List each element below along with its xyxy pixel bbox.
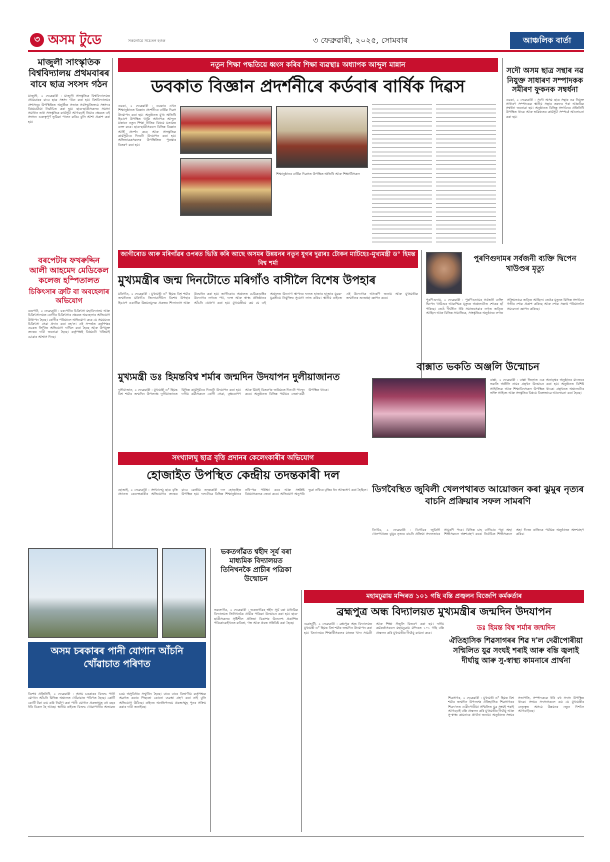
cm-birthday-title: মুখ্যমন্ত্ৰী ডঃ হিমন্তবিশ্ব শৰ্মাৰ জন্মদিন উদযাপন দুলীয়াজানত xyxy=(118,372,340,383)
martyr-title: ভকতগাঁৱত শ্বহীদ সূৰ্য বৰা মাধ্যমিক বিদ্যালয়ত তিনিখনকৈ প্ৰাচীৰ পত্ৰিকা উন্মোচন xyxy=(220,548,292,583)
obituary-body: পুৰণিগুদাম, ২ ফেব্ৰুৱাৰী : পুৰণিগুদামৰ সৰ্বজনী ব্যক্তি দ্বিপেন খাউণ্ডৰ আকস্মিক মৃত্যুত অঞ্চলটোত শোকৰ ছাঁ পৰিছে। তেওঁ দীৰ্ঘদিন ধৰি সমাজসেৱাৰ লগত জড়িত আছিল আৰু বিভিন্ন সামাজিক, সাংস্কৃতিক অনুষ্ঠানৰ লগত সক্ৰিয়ভাৱে জড়িত আছিল। তেওঁৰ মৃত্যুত বিভিন্ন সংগঠনে গভীৰ শোক প্ৰকাশ কৰিছে আৰু শোক সন্তপ্ত পৰিয়াললৈ সমবেদনা জ্ঞাপন কৰিছে। xyxy=(426,298,584,315)
column-divider xyxy=(210,548,211,832)
bhakti-photo xyxy=(372,378,486,438)
masthead xyxy=(28,30,584,52)
top-story-photo-2 xyxy=(180,158,272,216)
page-number: ৩ xyxy=(30,33,44,47)
cbi-title: হোজাইত উপস্থিত কেন্দ্ৰীয় তদন্তকাৰী দল xyxy=(146,468,340,482)
cm-story-headline: মুখ্যমন্ত্ৰীৰ জন্ম দিনটোতে মৰিগাঁও বাসীলৈ বিশেষ উপহাৰ xyxy=(118,273,376,287)
water-title: অসম চৰকাৰৰ পানী যোগান আঁচনি খোঁৱাচাত পৰিণত xyxy=(50,646,184,670)
left-column xyxy=(28,58,110,588)
masthead-date: ৩ ফেব্ৰুৱাৰী, ২০২৫, সোমবাৰ xyxy=(313,36,408,45)
article-majuli-title: মাজুলী সাংস্কৃতিক বিশ্ববিদ্যালয় প্ৰথমবাৰৰ বাবে ছাত্ৰ সংসদ গঠন xyxy=(28,58,110,90)
masthead-logo: অসম টুডে xyxy=(48,33,102,48)
water-photo xyxy=(28,548,158,638)
obituary-title: পুৰণিগুদামৰ সৰ্বজনী ব্যক্তি দ্বিপেন খাউণ্ডৰ মৃত্যু xyxy=(473,254,577,273)
water-photo-2 xyxy=(162,548,206,638)
article-barpeta-body: বৰপেটা, ২ ফেব্ৰুৱাৰী : বৰপেটাৰ চিকিৎসা মহাবিদ্যালয় আৰু চিকিৎসালয়ত ৰোগীৰ চিকিৎসাৰ ক্ষেত্ৰত অবহেলাৰ অভিযোগ উত্থাপন হৈছে। ৰোগীৰ পৰিয়ালে অভিযোগ কৰে যে সময়মতে চিকিৎসা সেৱা প্ৰদান কৰা নহ'ল। এই সন্দৰ্ভত কৰ্তৃপক্ষৰ ওচৰত লিখিত অভিযোগ দাখিল কৰা হৈছে আৰু উপযুক্ত তদন্তৰ দাবী জনোৱা হৈছে। কৰ্তৃপক্ষই বিষয়টো খতিয়াই চোৱাৰ আশ্বাস দিছে। xyxy=(28,309,110,339)
right-top-story xyxy=(506,66,584,242)
bhakti-title: বাক্সাত ভকতি অঞ্জলি উন্মোচন xyxy=(416,362,540,373)
prayer-title: ঐতিহাসিক শিৱসাগৰৰ শিৱ দ'ল দেৱীপোৰীয়া সন্মিলিত যুৱ সংঘই শৰাই আৰু বন্তি জ্বলাই দীৰ্ঘায়ু আৰু সু-স্বাস্থ্য কামনাৰে প্ৰাৰ্থনা xyxy=(449,636,583,665)
blind-body: গুৱাহাটী, ২ ফেব্ৰুৱাৰী : ব্ৰহ্মপুত্ৰ অন্ধ বিদ্যালয়ত মুখ্যমন্ত্ৰী ড° হিমন্ত বিশ্ব শৰ্মাৰ জন্মদিন উদযাপন কৰা হয়। বিদ্যালয়ৰ শিক্ষাৰ্থীসকলৰ মাজত খাদ্য সামগ্ৰী আৰু শিক্ষা সঁজুলি বিতৰণ কৰা হয়। দলীয় কৰ্মকৰ্তাসকলে মহামঢ়ুৱায় মন্দিৰত ১০১ গছি বন্তি প্ৰজ্বলন কৰি মুখ্যমন্ত্ৰীৰ দীৰ্ঘায়ু কামনা কৰে। xyxy=(304,622,444,635)
water-body: বিশেষ প্ৰতিনিধি, ২ ফেব্ৰুৱাৰী : অসম চৰকাৰৰ বিশুদ্ধ পানী যোগান আঁচনি বিভিন্ন অঞ্চলত খোঁৱাচাত পৰিণত হৈছে। কোটি কোটি টকা ব্যয় কৰি নিৰ্মাণ কৰা পানী যোগান প্ৰকল্পসমূহ বহু বছৰ ধৰি বিকল হৈ আছে। স্থানীয় ৰাইজে বিশুদ্ধ খোৱাপানীৰ অভাৱত চৰম অসুবিধাৰ সন্মুখীন হৈছে। বাৰে বাৰে বিভাগীয় কৰ্তৃপক্ষক অৱগত কৰাৰ পিছতো কোনো ব্যৱস্থা গ্ৰহণ কৰা নাই বুলি অভিযোগ উঠিছে। ৰাইজে অনতিপলমে প্ৰকল্পসমূহ পুনৰ সক্ৰিয় কৰাৰ দাবী জনাইছে। xyxy=(28,692,206,709)
article-majuli-body: মাজুলী, ২ ফেব্ৰুৱাৰী : মাজুলী সাংস্কৃতিক বিশ্ববিদ্যালয়ত প্ৰথমবাৰৰ বাবে ছাত্ৰ সংসদ গঠন কৰা হয়। বিশ্ববিদ্যালয়ৰ প্ৰশাসনৰ উপস্থিতিত অনুষ্ঠিত সভাত সৰ্বসন্মতিক্ৰমে সংসদৰ বিষয়ববীয়া নিৰ্বাচিত কৰা হয়। ছাত্ৰ-ছাত্ৰীসকলৰ সমস্যা সমাধান তথা সাংস্কৃতিক কাৰ্যসূচী আগবঢ়াই নিয়াৰ ক্ষেত্ৰত এই সংসদে গুৰুত্বপূৰ্ণ ভূমিকা পালন কৰিব বুলি আশা প্ৰকাশ কৰা হয়। xyxy=(28,94,110,124)
cm-story-kicker: জাগীৰোড আৰু মৰিগাঁৱৰ ওপৰত ভিত্তি কৰি আছে অসমৰ উন্নয়নৰ নতুন যুগৰ দুৱাৰঃ টোকন মাটিহেঃ-মুখ্যমন্ত্ৰী ড° হিমন্ত বিশ্ব শৰ্মা xyxy=(118,250,418,268)
blind-kicker: মহামঢ়ুৱায় মন্দিৰত ১০১ গছি বন্তি প্ৰজ্বলন বিজেপি কৰ্মকৰ্তাৰ xyxy=(304,590,584,603)
cbi-body: হোজাই, ২ ফেব্ৰুৱাৰী : সংখ্যালঘু ছাত্ৰ বৃত্তি প্ৰদানত কেলেংকাৰীৰ অভিযোগৰ তদন্তৰ বাবে কেন্দ্ৰীয় তদন্তকাৰী দল হোজাইত উপস্থিত হয়। দলটোৱে বিভিন্ন শিক্ষানুষ্ঠানৰ নথি-পত্ৰ পৰীক্ষা কৰে আৰু সংশ্লিষ্ট বিষয়াসকলক জেৰা কৰে। অভিযোগ অনুসৰি ভুৱা নথিৰে বৃত্তিৰ ধন আত্মসাৎ কৰা হৈছিল। xyxy=(118,488,368,497)
cm-birthday-body: দুলীয়াজান, ২ ফেব্ৰুৱাৰী : মুখ্যমন্ত্ৰী ড° হিমন্ত বিশ্ব শৰ্মাৰ জন্মদিন উপলক্ষে দুলীয়াজানত বিভিন্ন কাৰ্যসূচীৰে দিনটো উদযাপন কৰা হয়। দলীয় কৰ্মীসকলে ৰোগী সেৱা, বৃক্ষৰোপণ আৰু মিঠাই বিতৰণৰ জৰিয়তে দিনটো পালন কৰে। অনুষ্ঠানত বিভিন্ন পৰ্যায়ৰ নেতা-কৰ্মী উপস্থিত থাকে। xyxy=(118,388,329,397)
prayer-kicker: ডঃ হিমন্ত বিশ্ব শৰ্মাৰ জন্মদিন xyxy=(476,624,556,632)
right-top-body: ডবকা, ২ ফেব্ৰুৱাৰী : সদৌ অসম ছাত্ৰ সন্থাৰ নৱ নিযুক্ত সাধাৰণ সম্পাদকক স্থানীয় সন্থাৰ তৰফৰ পৰা আন্তৰিক সম্বৰ্ধনা জনোৱা হয়। অনুষ্ঠানত বিভিন্ন সংগঠনৰ প্ৰতিনিধি উপস্থিত থাকে আৰু ভৱিষ্যতৰ কাৰ্যসূচী সম্পৰ্কে আলোচনা কৰা হয়। xyxy=(506,97,584,119)
top-story-body-col3 xyxy=(372,104,432,244)
blind-title: ব্ৰহ্মপুত্ৰ অন্ধ বিদ্যালয়ত মুখ্যমন্ত্ৰীৰ জন্মদিন উদযাপন xyxy=(336,606,552,618)
cbi-kicker: সংখ্যালঘু ছাত্ৰ বৃত্তি প্ৰদানৰ কেলেংকাৰীৰ অভিযোগ xyxy=(118,452,368,465)
top-story-photo-1 xyxy=(180,106,272,154)
column-divider xyxy=(502,58,503,244)
dance-title: ডিগবৈস্থিত জুবিলী খেলপথাৰত আয়োজন কৰা ঝুমুৰ নৃত্যৰ বাচনি প্ৰক্ৰিয়াৰ সফল সামৰণি xyxy=(372,485,584,507)
column-divider xyxy=(301,590,302,832)
top-story-photo-3 xyxy=(276,106,368,168)
obituary-photo xyxy=(426,252,462,294)
section-label: আঞ্চলিক বাৰ্তা xyxy=(510,32,584,49)
right-top-title: সদৌ অসম ছাত্ৰ সন্থাৰ নৱ নিযুক্ত সাধাৰণ সম্পাদকক সমীৰণ ফুকনক সম্বৰ্ধনা xyxy=(506,66,584,94)
top-story-headline: ডবকাত বিজ্ঞান প্ৰদৰ্শনীৰে কৰ্ডবাৰ বাৰ্ষিক দিৱস xyxy=(151,77,465,97)
bhakti-body: বাক্সা, ২ ফেব্ৰুৱাৰী : বাক্সা জিলাত এক অনাড়ম্বৰ অনুষ্ঠানৰ মাজেৰে ভকতি অঞ্জলি নামৰ গ্ৰন্থখন উন্মোচন কৰা হয়। অনুষ্ঠানত বিশিষ্ট সাহিত্যিক আৰু শিক্ষাবিদসকল উপস্থিত থাকে। গ্ৰন্থখনত অঞ্চলটোৰ ভক্তি সাহিত্য আৰু সংস্কৃতিৰ বিষয়ে বিতংভাৱে আলোচনা কৰা হৈছে। xyxy=(490,378,584,395)
masthead-title: সকলোৱে সচেতন হওক xyxy=(128,38,166,43)
cm-story-body: মৰিগাঁও, ২ ফেব্ৰুৱাৰী : মুখ্যমন্ত্ৰী ড° হিমন্ত বিশ্ব শৰ্মাৰ জন্মদিনত মৰিগাঁও জিলাবাসীলৈ বিশেষ উপহাৰ হিচাপে একাধিক উন্নয়নমূলক প্ৰকল্পৰ শিলান্যাস আৰু উদ্বোধন কৰা হয়। জাগীৰোড অঞ্চলত চেমিকণ্ডাক্টৰ উদ্যোগৰ লগতে পথ, দলং আৰু স্বাস্থ্য প্ৰতিষ্ঠানৰ আঁচনি ঘোষণা কৰা হয়। মুখ্যমন্ত্ৰীয়ে কয় যে এই অঞ্চলত উদ্যোগ স্থাপনৰ ফলত হাজাৰ হাজাৰ যুৱক-যুৱতীয়ে নিযুক্তিৰ সুযোগ লাভ কৰিব। স্থানীয় ৰাইজে এই উদ্যোগক আদৰণি জনায় আৰু মুখ্যমন্ত্ৰীক জন্মদিনৰ শুভেচ্ছা জ্ঞাপন কৰে। xyxy=(118,292,418,305)
prayer-body: শিৱসাগৰ, ২ ফেব্ৰুৱাৰী : মুখ্যমন্ত্ৰী ড° হিমন্ত বিশ্ব শৰ্মাৰ জন্মদিন উপলক্ষে ঐতিহাসিক শিৱসাগৰৰ শিৱদ'লত দেৱীপোৰীয়া সন্মিলিত যুৱ সংঘই শৰাই আগবঢ়াই বন্তি প্ৰজ্বলন কৰি মুখ্যমন্ত্ৰীৰ দীৰ্ঘায়ু আৰু সু-স্বাস্থ্য কামনাৰে প্ৰাৰ্থনা জনায়। অনুষ্ঠানত সংঘৰ সভাপতি, সম্পাদককে ধৰি বহু সদস্য উপস্থিত থাকে। সংঘৰ সদস্যসকলে কয় যে মুখ্যমন্ত্ৰীৰ নেতৃত্বত অসমে উন্নয়নৰ নতুন দিশলৈ আগবাঢ়িছে। xyxy=(448,696,584,718)
article-barpeta-subtitle: চিকিৎসাৰ ত্ৰুটি বা অবহেলাৰ অভিযোগ xyxy=(28,288,110,305)
column-divider xyxy=(112,58,113,590)
page-bottom-rule xyxy=(28,836,584,837)
top-story-body-col4 xyxy=(436,104,496,244)
article-barpeta-title: বৰপেটাৰ ফখৰুদ্দিন আলী আহমেদ মেডিকেল কলেজ হস্পিতালত xyxy=(29,256,109,285)
dance-body: ডিগবৈ, ২ ফেব্ৰুৱাৰী : ডিগবৈৰ জুবিলী খেলপথাৰত ঝুমুৰ নৃত্যৰ বাচনি প্ৰক্ৰিয়া সফলতাৰে সামৰণি পৰে। বিভিন্ন চাহ বাগিচাৰ পৰা অহা শিল্পীসকলে অংশগ্ৰহণ কৰে। নিৰ্বাচিত শিল্পীসকলে অহা দিনত ৰাজ্যিক পৰ্যায়ৰ অনুষ্ঠানত অংশগ্ৰহণ কৰিব। xyxy=(372,528,584,537)
top-story-kicker: নতুন শিক্ষা পদ্ধতিয়ে ধ্বংস কৰিব শিক্ষা ব্যৱস্থাঃ অধ্যাপক আব্দুল মান্নান xyxy=(118,58,498,72)
top-story-caption: শিক্ষানুষ্ঠানৰ বাৰ্ষিক দিৱসত উপস্থিত অতিথি আৰু শিক্ষাৰ্থীসকল xyxy=(276,172,360,176)
martyr-body: ভকতগাঁও, ২ ফেব্ৰুৱাৰী : ভকতগাঁৱৰ শ্বহীদ সূৰ্য বৰা মাধ্যমিক বিদ্যালয়ত তিনিখনকৈ প্ৰাচীৰ পত্ৰিকা উন্মোচন কৰা হয়। ছাত্ৰ-ছাত্ৰীসকলৰ সৃষ্টিশীল প্ৰতিভা বিকাশৰ উদ্দেশ্যে প্ৰকাশিত পত্ৰিকাকেইখনত কবিতা, গল্প আৰু প্ৰবন্ধ সন্নিবিষ্ট কৰা হৈছে। xyxy=(214,608,298,625)
top-story-body: ডবকা, ২ ফেব্ৰুৱাৰী : ডবকাৰ এখন শিক্ষানুষ্ঠানত বিজ্ঞান প্ৰদৰ্শনীৰে বাৰ্ষিক দিৱস উদযাপন কৰা হয়। অনুষ্ঠানত মুখ্য অতিথি হিচাপে উপস্থিত থাকি অধ্যাপক আব্দুল মান্নানে নতুন শিক্ষা নীতিৰ বিষয়ে মতামত ব্যক্ত কৰে। ছাত্ৰ-ছাত্ৰীসকলে বিভিন্ন বিজ্ঞান আৰ্হি প্ৰদৰ্শন কৰে আৰু সাংস্কৃতিক কাৰ্যসূচীৰে দিনটো উদযাপন কৰা হয়। অভিভাৱকসকলৰ উপস্থিতিত পুৰস্কাৰ বিতৰণ কৰা হয়। xyxy=(118,104,176,147)
